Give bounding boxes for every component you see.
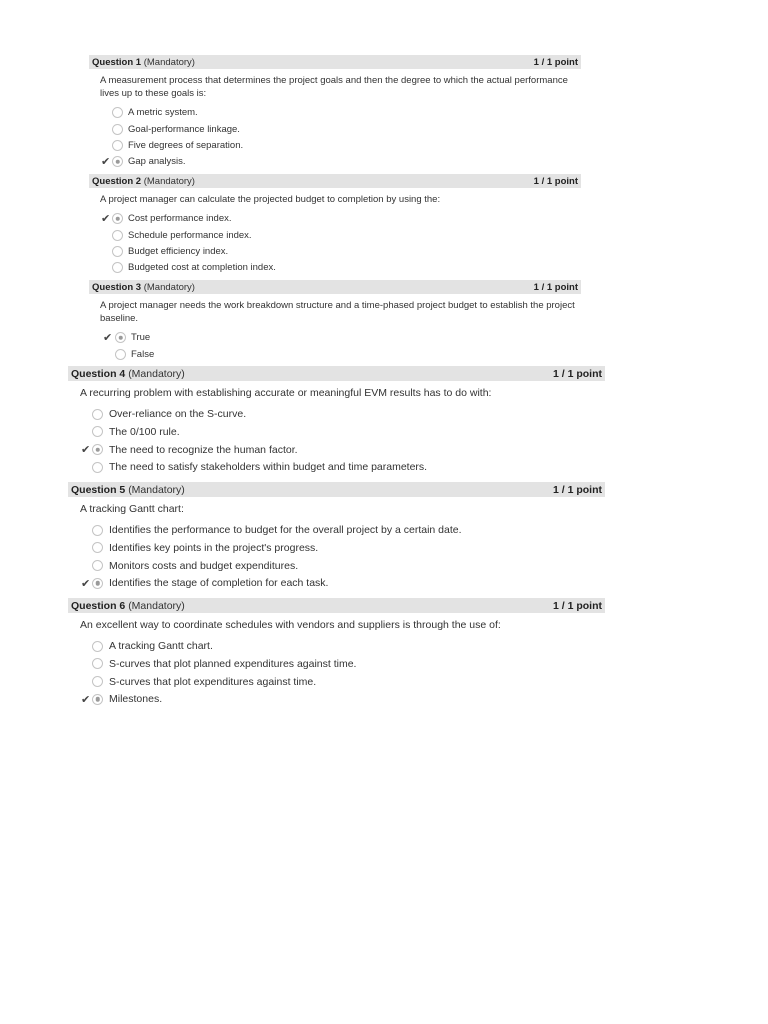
answer-option-selected[interactable] — [89, 154, 581, 170]
radio-button[interactable] — [115, 349, 126, 360]
answer-option[interactable] — [89, 346, 581, 362]
question-6 — [68, 598, 605, 708]
answer-option[interactable] — [68, 673, 605, 691]
question-number: Question 5 — [71, 483, 126, 496]
radio-button[interactable] — [112, 140, 123, 151]
check-icon: ✔ — [81, 443, 91, 456]
radio-button[interactable] — [112, 262, 123, 273]
option-label: Monitors costs and budget expenditures. — [109, 559, 299, 572]
option-label: Gap analysis. — [128, 156, 186, 168]
radio-button[interactable] — [92, 426, 103, 437]
check-icon: ✔ — [81, 693, 91, 706]
answer-options — [68, 637, 605, 708]
answer-options — [89, 330, 581, 363]
question-text: An excellent way to coordinate schedules with vendors and suppliers is through the use of: — [80, 619, 501, 631]
answer-option[interactable] — [68, 539, 605, 557]
question-number: Question 2 — [92, 175, 142, 187]
option-label: The need to satisfy stakeholders within budget and time parameters. — [109, 461, 428, 474]
answer-option[interactable] — [89, 137, 581, 153]
radio-button[interactable] — [112, 230, 123, 241]
question-1 — [89, 55, 581, 170]
option-label: Milestones. — [109, 693, 163, 706]
radio-button[interactable] — [92, 641, 103, 652]
option-label: Five degrees of separation. — [128, 139, 244, 151]
option-label: Cost performance index. — [128, 213, 232, 225]
question-score: 1 / 1 point — [533, 281, 578, 293]
question-header — [89, 55, 581, 69]
question-4 — [68, 366, 605, 476]
question-header — [68, 598, 605, 613]
question-number: Question 1 — [92, 56, 142, 68]
radio-button[interactable] — [92, 462, 103, 473]
option-label: Over-reliance on the S-curve. — [109, 408, 247, 421]
answer-option-selected[interactable] — [68, 441, 605, 459]
question-text: A measurement process that determines the project goals and then the degree to which the actual performance lives up to these goals is: — [100, 75, 568, 99]
option-label: Identifies key points in the project's progress. — [109, 541, 319, 554]
radio-button[interactable] — [112, 107, 123, 118]
radio-button[interactable] — [112, 124, 123, 135]
question-score: 1 / 1 point — [533, 175, 578, 187]
answer-options — [68, 405, 605, 476]
radio-button[interactable] — [92, 542, 103, 553]
mandatory-label: (Mandatory) — [143, 56, 195, 68]
answer-option[interactable] — [68, 405, 605, 423]
question-header — [68, 366, 605, 381]
check-icon: ✔ — [101, 155, 111, 168]
radio-button[interactable] — [92, 525, 103, 536]
answer-options — [89, 105, 581, 170]
option-label: A metric system. — [128, 107, 198, 119]
answer-option-selected[interactable] — [89, 211, 581, 227]
radio-button[interactable] — [92, 676, 103, 687]
question-header — [89, 174, 581, 188]
question-number: Question 4 — [71, 367, 126, 380]
question-score: 1 / 1 point — [533, 56, 578, 68]
answer-options — [89, 211, 581, 276]
question-text: A project manager can calculate the projected budget to completion by using the: — [100, 194, 441, 205]
check-icon: ✔ — [101, 212, 111, 225]
option-label: Schedule performance index. — [128, 229, 252, 241]
question-2 — [89, 174, 581, 276]
mandatory-label: (Mandatory) — [128, 367, 185, 380]
answer-option[interactable] — [89, 260, 581, 276]
question-text: A tracking Gantt chart: — [80, 503, 184, 515]
answer-option-selected[interactable] — [68, 575, 605, 593]
mandatory-label: (Mandatory) — [143, 281, 195, 293]
option-label: False — [131, 348, 155, 360]
option-label: Identifies the performance to budget for the overall project by a certain date. — [109, 524, 462, 537]
mandatory-label: (Mandatory) — [128, 599, 185, 612]
radio-button-selected[interactable] — [115, 332, 126, 343]
question-score: 1 / 1 point — [552, 483, 602, 496]
radio-button-selected[interactable] — [92, 694, 103, 705]
radio-button-selected[interactable] — [92, 444, 103, 455]
option-label: Budget efficiency index. — [128, 246, 229, 258]
option-label: Goal-performance linkage. — [128, 123, 240, 135]
answer-option[interactable] — [89, 105, 581, 121]
radio-button[interactable] — [92, 658, 103, 669]
answer-option-selected[interactable] — [89, 330, 581, 346]
check-icon: ✔ — [103, 331, 113, 344]
check-icon: ✔ — [81, 577, 91, 590]
question-score: 1 / 1 point — [552, 599, 602, 612]
question-3 — [89, 280, 581, 362]
answer-option[interactable] — [68, 521, 605, 539]
radio-button[interactable] — [112, 246, 123, 257]
question-score: 1 / 1 point — [552, 367, 602, 380]
option-label: True — [131, 332, 151, 344]
answer-option[interactable] — [68, 557, 605, 575]
option-label: The need to recognize the human factor. — [109, 443, 298, 456]
answer-option-selected[interactable] — [68, 691, 605, 709]
answer-option[interactable] — [68, 637, 605, 655]
question-5 — [68, 482, 605, 592]
option-label: The 0/100 rule. — [109, 425, 180, 438]
question-header — [68, 482, 605, 497]
option-label: A tracking Gantt chart. — [109, 640, 213, 653]
answer-option[interactable] — [68, 655, 605, 673]
answer-option[interactable] — [89, 121, 581, 137]
question-number: Question 6 — [71, 599, 126, 612]
answer-options — [68, 521, 605, 592]
option-label: Identifies the stage of completion for each task. — [109, 577, 329, 590]
radio-button-selected[interactable] — [112, 213, 123, 224]
question-text: A recurring problem with establishing accurate or meaningful EVM results has to do with: — [80, 387, 492, 399]
question-number: Question 3 — [92, 281, 142, 293]
mandatory-label: (Mandatory) — [128, 483, 185, 496]
radio-button-selected[interactable] — [112, 156, 123, 167]
mandatory-label: (Mandatory) — [143, 175, 195, 187]
radio-button-selected[interactable] — [92, 578, 103, 589]
question-text: A project manager needs the work breakdown structure and a time-phased project budget to establish the project baseline. — [100, 300, 575, 324]
radio-button[interactable] — [92, 409, 103, 420]
question-header — [89, 280, 581, 294]
answer-option[interactable] — [89, 243, 581, 259]
answer-option[interactable] — [89, 227, 581, 243]
answer-option[interactable] — [68, 459, 605, 477]
answer-option[interactable] — [68, 423, 605, 441]
radio-button[interactable] — [92, 560, 103, 571]
option-label: S-curves that plot expenditures against time. — [109, 675, 317, 688]
option-label: Budgeted cost at completion index. — [128, 262, 276, 274]
option-label: S-curves that plot planned expenditures against time. — [109, 657, 357, 670]
